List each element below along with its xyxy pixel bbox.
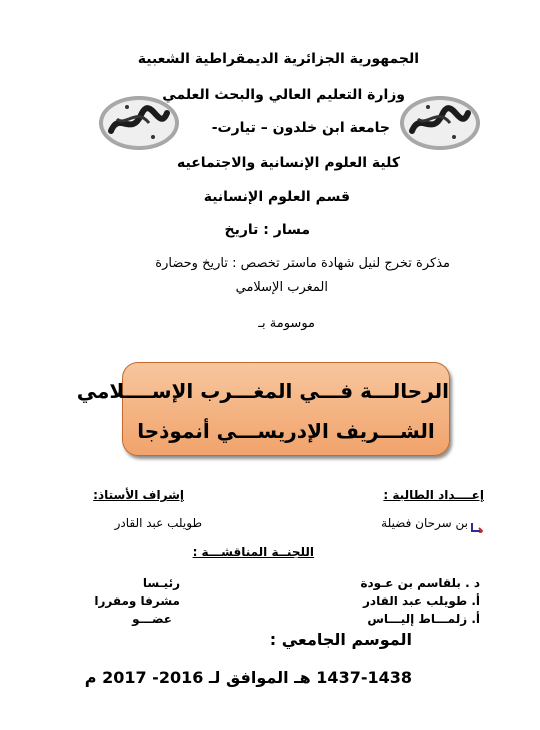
thesis-description-line2: المغرب الإسلامي (235, 280, 328, 295)
supervisor-label: إشراف الأستاذ: (93, 488, 184, 502)
student-name: بن سرحان فضيلة (381, 516, 468, 530)
committee-member-name: أ. زلمـــاط إليـــاس (367, 612, 480, 626)
academic-season-years: 1437-1438 هـ الموافق لـ 2016- 2017 م (84, 668, 412, 687)
prepared-by-label: إعــــداد الطالبة : (383, 488, 484, 502)
committee-member-role: رئيـسا (142, 576, 180, 590)
ministry-line: وزارة التعليم العالي والبحث العلمي (162, 87, 405, 103)
committee-label: اللجنــة المناقشـــة : (192, 545, 314, 559)
faculty-line: كلية العلوم الإنسانية والاجتماعيه (177, 155, 400, 171)
thesis-title-line2: الشـــريف الإدريســـي أنموذجا (137, 419, 435, 443)
thesis-title-line1: الرحالـــة فـــي المغـــرب الإســــلامي (76, 379, 449, 403)
committee-member-name: د . بلقاسم بن عـودة (360, 576, 480, 590)
republic-line: الجمهورية الجزائرية الديمقراطية الشعبية (137, 51, 419, 67)
committee-member-role: عضـــو (132, 612, 172, 626)
arrow-icon (470, 518, 484, 530)
university-logo-right (398, 93, 482, 153)
titled-label: موسومة بـ (258, 316, 315, 331)
thesis-title-box (76, 362, 450, 456)
university-line: جامعة ابن خلدون – تيارت- (211, 120, 390, 136)
thesis-description-line1: مذكرة تخرج لنيل شهادة ماستر تخصص : تاريخ وحضارة (155, 256, 450, 271)
track-line: مسار : تاريخ (224, 222, 310, 238)
department-line: قسم العلوم الإنسانية (203, 189, 350, 205)
committee-member-name: أ. طويلب عبد القادر (363, 594, 480, 608)
academic-season-label: الموسم الجامعي : (269, 630, 412, 649)
supervisor-name: طويلب عبد القادر (114, 516, 202, 530)
committee-member-role: مشرفا ومقررا (94, 594, 180, 608)
